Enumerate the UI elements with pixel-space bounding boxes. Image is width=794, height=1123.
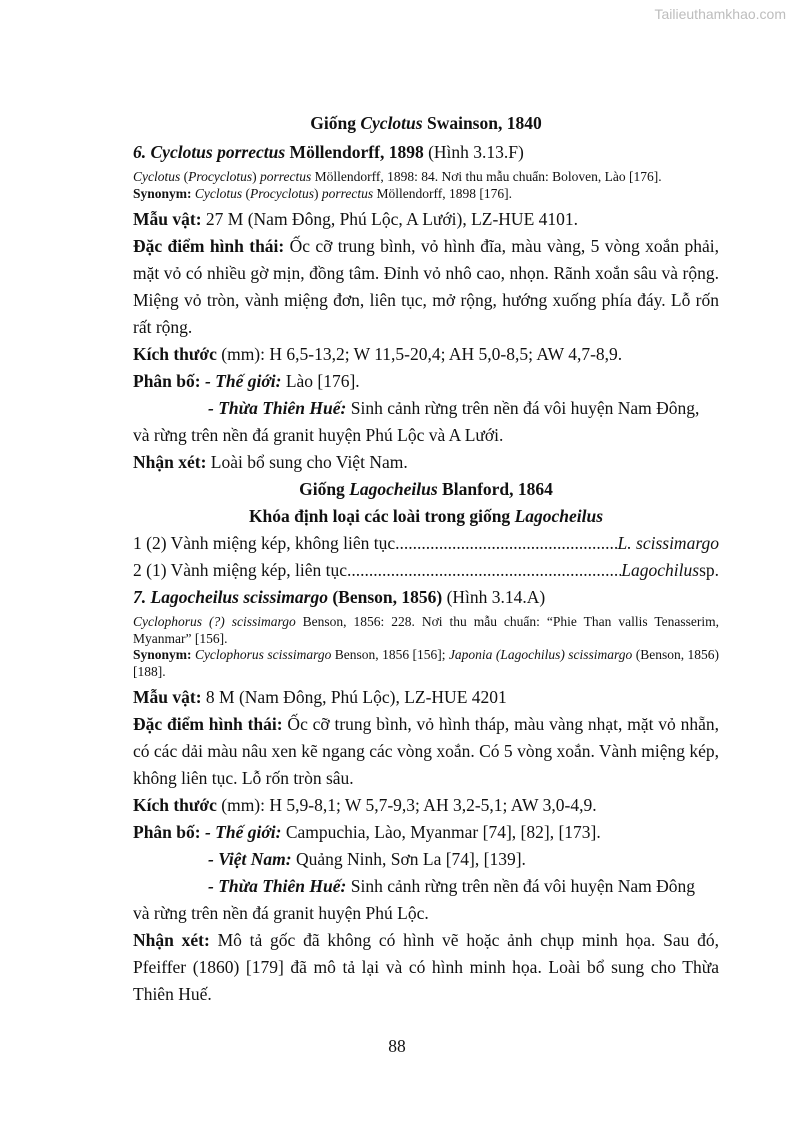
- ref-part: Cyclophorus (?) scissimargo: [133, 614, 296, 629]
- key-row-text: 1 (2) Vành miệng kép, không liên tục: [133, 533, 396, 553]
- distribution-label: Phân bố:: [133, 822, 201, 842]
- genus-name: Lagocheilus: [349, 479, 438, 499]
- key-row-2: [133, 557, 719, 584]
- distribution-tth-cont: và rừng trên nền đá granit huyện Phú Lộc.: [133, 903, 429, 923]
- syn-part: ): [314, 185, 322, 201]
- morphology-paragraph: [133, 711, 719, 792]
- key-row-taxon: Lagochilus: [621, 560, 700, 580]
- key-heading: [133, 503, 719, 530]
- watermark: Tailieuthamkhao.com: [654, 6, 786, 22]
- size-text: (mm): H 6,5-13,2; W 11,5-20,4; AH 5,0-8,5; AW 4,7-8,9.: [216, 344, 623, 364]
- morphology-text: Ốc cỡ trung bình, vỏ hình tháp, màu vàng nhạt, mặt vỏ nhẵn, có các dải màu nâu xen kẽ ngang các vòng xoắn. Có 5 vòng xoắn. Vành miệng kép, không liên tục. Lỗ rốn tròn sâu.: [133, 714, 719, 788]
- specimen-label: Mẫu vật:: [133, 209, 202, 229]
- specimen-line: [133, 684, 719, 711]
- syn-part: (: [242, 185, 251, 201]
- distribution-label: Phân bố:: [133, 371, 201, 391]
- morphology-label: Đặc điểm hình thái:: [133, 236, 285, 256]
- syn-part: Benson, 1856 [156];: [331, 647, 449, 662]
- distribution-world: [133, 368, 719, 395]
- syn-part: porrectus: [321, 185, 374, 201]
- genus-author: Blanford, 1864: [437, 479, 553, 499]
- genus-heading-lagocheilus: [133, 476, 719, 503]
- ref-part: Möllendorff, 1898: 84. Nơi thu mẫu chuẩn: Boloven, Lào [176].: [311, 169, 662, 184]
- ref-part: Cyclotus: [133, 169, 181, 184]
- specimen-line: [133, 206, 719, 233]
- distribution-vietnam: [133, 846, 719, 873]
- size-text: (mm): H 5,9-8,1; W 5,7-9,3; AH 3,2-5,1; AW 3,0-4,9.: [216, 795, 597, 815]
- specimen-text: 27 M (Nam Đông, Phú Lộc, A Lưới), LZ-HUE 4101.: [201, 209, 579, 229]
- tth-label: - Thừa Thiên Huế:: [208, 876, 347, 896]
- distribution-tth: [133, 873, 719, 900]
- species-name: 7. Lagocheilus scissimargo: [133, 587, 328, 607]
- specimen-label: Mẫu vật:: [133, 687, 202, 707]
- remark-line: [133, 449, 719, 476]
- species-heading-6: [133, 139, 719, 166]
- genus-name: Cyclotus: [360, 113, 423, 133]
- size-label: Kích thước: [133, 795, 217, 815]
- synonym-line: [133, 647, 719, 680]
- world-text: Campuchia, Lào, Myanmar [74], [82], [173].: [281, 822, 601, 842]
- syn-part: Procyclotus: [250, 185, 314, 201]
- remark-label: Nhận xét:: [133, 452, 207, 472]
- key-row-suffix: sp.: [699, 560, 719, 580]
- tth-text: Sinh cảnh rừng trên nền đá vôi huyện Nam Đông: [346, 876, 696, 896]
- genus-prefix: Giống: [299, 479, 350, 499]
- key-genus: Lagocheilus: [514, 506, 604, 526]
- tth-text: Sinh cảnh rừng trên nền đá vôi huyện Nam Đông,: [346, 398, 700, 418]
- world-label: - Thế giới:: [200, 822, 282, 842]
- syn-part: Japonia (Lagochilus) scissimargo: [448, 647, 633, 662]
- species-heading-7: [133, 584, 719, 611]
- original-reference: [133, 169, 719, 186]
- species-author: Möllendorff, 1898: [285, 142, 424, 162]
- distribution-tth: [133, 395, 719, 422]
- key-title: Khóa định loại các loài trong giống: [248, 506, 515, 526]
- morphology-text: Ốc cỡ trung bình, vỏ hình đĩa, màu vàng, 5 vòng xoắn phải, mặt vỏ có nhiều gờ mịn, đồng tâm. Đỉnh vỏ nhô cao, nhọn. Rãnh xoắn sâu và rộng. Miệng vỏ tròn, vành miệng đơn, liên tục, mở rộng, hướng xuống phía đáy. Lỗ rốn rất rộng.: [133, 236, 719, 337]
- leader-dots: [395, 530, 617, 557]
- vietnam-text: Quảng Ninh, Sơn La [74], [139].: [291, 849, 526, 869]
- synonym-line: [133, 186, 719, 203]
- specimen-text: 8 M (Nam Đông, Phú Lộc), LZ-HUE 4201: [201, 687, 507, 707]
- page-number: 88: [388, 1036, 406, 1056]
- figure-reference: (Hình 3.14.A): [442, 587, 546, 607]
- genus-author: Swainson, 1840: [422, 113, 542, 133]
- distribution-tth-cont: và rừng trên nền đá granit huyện Phú Lộc và A Lưới.: [133, 425, 504, 445]
- page-content: [133, 110, 719, 1008]
- ref-part: Procyclotus: [188, 169, 253, 184]
- syn-part: (Benson, 1856) [188].: [133, 647, 719, 679]
- remark-text: Mô tả gốc đã không có hình vẽ hoặc ảnh chụp minh họa. Sau đó, Pfeiffer (1860) [179] đã mô tả lại và có hình minh họa. Loài bổ sung cho Thừa Thiên Huế.: [133, 930, 719, 1004]
- synonym-label: Synonym:: [133, 647, 192, 662]
- key-row-taxon: L. scissimargo: [617, 533, 719, 553]
- vietnam-label: - Việt Nam:: [208, 849, 292, 869]
- remark-label: Nhận xét:: [133, 930, 210, 950]
- leader-dots: [347, 557, 621, 584]
- morphology-paragraph: [133, 233, 719, 341]
- species-author: (Benson, 1856): [327, 587, 443, 607]
- ref-part: Benson, 1856: 228. Nơi thu mẫu chuẩn: “Phie Than vallis Tenasserim, Myanmar” [156].: [133, 614, 719, 646]
- size-label: Kích thước: [133, 344, 217, 364]
- remark-paragraph: [133, 927, 719, 1008]
- key-row-1: [133, 530, 719, 557]
- ref-part: ): [252, 169, 260, 184]
- size-line: [133, 792, 719, 819]
- species-name: 6. Cyclotus porrectus: [133, 142, 286, 162]
- ref-part: (: [180, 169, 189, 184]
- tth-label: - Thừa Thiên Huế:: [208, 398, 347, 418]
- syn-part: Möllendorff, 1898 [176].: [373, 185, 512, 201]
- world-text: Lào [176].: [281, 371, 360, 391]
- morphology-label: Đặc điểm hình thái:: [133, 714, 283, 734]
- original-reference: [133, 614, 719, 647]
- key-row-text: 2 (1) Vành miệng kép, liên tục: [133, 560, 347, 580]
- syn-part: Cyclotus: [191, 185, 243, 201]
- figure-reference: (Hình 3.13.F): [423, 142, 524, 162]
- size-line: [133, 341, 719, 368]
- world-label: - Thế giới:: [200, 371, 282, 391]
- genus-prefix: Giống: [310, 113, 361, 133]
- remark-text: Loài bổ sung cho Việt Nam.: [206, 452, 408, 472]
- synonym-label: Synonym:: [133, 185, 192, 201]
- distribution-world: [133, 819, 719, 846]
- genus-heading-cyclotus: [133, 110, 719, 137]
- syn-part: Cyclophorus scissimargo: [191, 647, 332, 662]
- ref-part: porrectus: [259, 169, 312, 184]
